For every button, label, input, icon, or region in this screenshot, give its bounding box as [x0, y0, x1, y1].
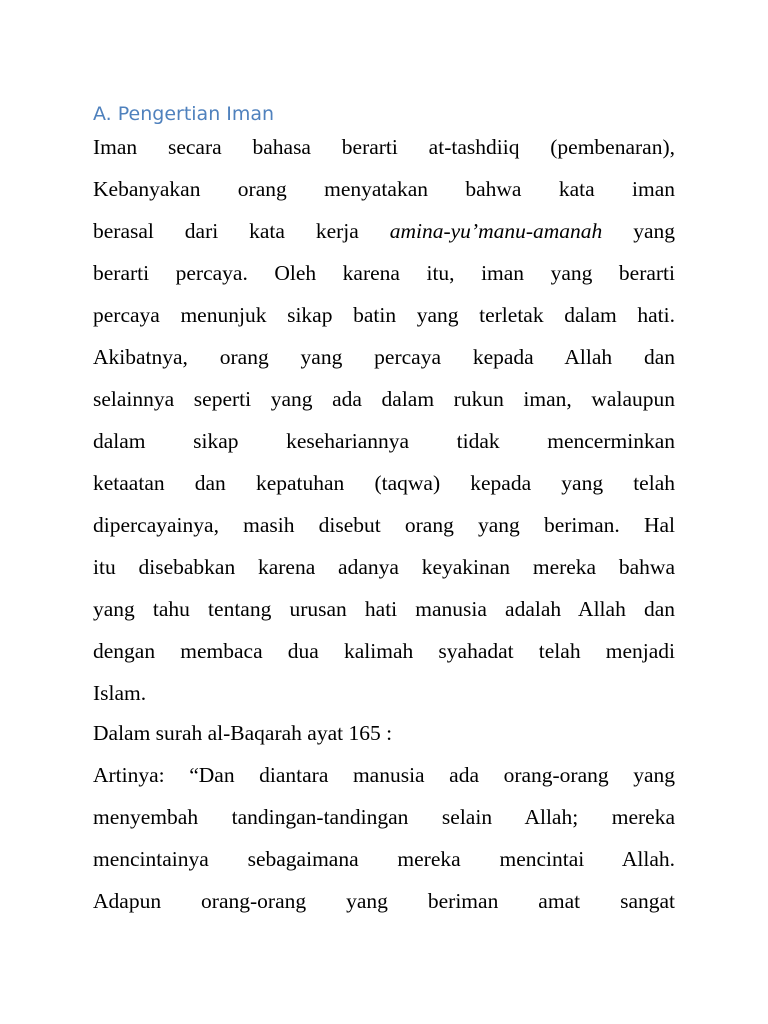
- paragraph-line: selainnya seperti yang ada dalam rukun iman, walaupun: [93, 387, 675, 411]
- paragraph-line: dengan membaca dua kalimah syahadat telah menjadi: [93, 639, 675, 663]
- translation-line: mencintainya sebagaimana mereka mencintai Allah.: [93, 847, 675, 871]
- paragraph-line: ketaatan dan kepatuhan (taqwa) kepada yang telah: [93, 471, 675, 495]
- translation-line: menyembah tandingan-tandingan selain Allah; mereka: [93, 805, 675, 829]
- paragraph-line: itu disebabkan karena adanya keyakinan mereka bahwa: [93, 555, 675, 579]
- translation-line: Adapun orang-orang yang beriman amat sangat: [93, 889, 675, 913]
- paragraph-line: berarti percaya. Oleh karena itu, iman yang berarti: [93, 261, 675, 285]
- text-segment: berasal dari kata kerja: [93, 219, 390, 243]
- italic-term: amina-yu’manu-amanah: [389, 219, 603, 243]
- paragraph-line: yang tahu tentang urusan hati manusia adalah Allah dan: [93, 597, 675, 621]
- reference-line: Dalam surah al-Baqarah ayat 165 :: [93, 721, 393, 745]
- paragraph-line-with-italic: [93, 216, 675, 246]
- paragraph-line: dalam sikap kesehariannya tidak mencerminkan: [93, 429, 675, 453]
- paragraph-line: Islam.: [93, 681, 147, 705]
- text-segment: yang: [602, 219, 675, 243]
- paragraph-line: Akibatnya, orang yang percaya kepada Allah dan: [93, 345, 675, 369]
- paragraph-line: Kebanyakan orang menyatakan bahwa kata iman: [93, 177, 675, 201]
- translation-line: Artinya: “Dan diantara manusia ada orang-orang yang: [93, 763, 675, 787]
- paragraph-line: dipercayainya, masih disebut orang yang beriman. Hal: [93, 513, 675, 537]
- paragraph-line: percaya menunjuk sikap batin yang terletak dalam hati.: [93, 303, 675, 327]
- section-heading: A. Pengertian Iman: [93, 103, 275, 125]
- paragraph-line: Iman secara bahasa berarti at-tashdiiq (pembenaran),: [93, 135, 675, 159]
